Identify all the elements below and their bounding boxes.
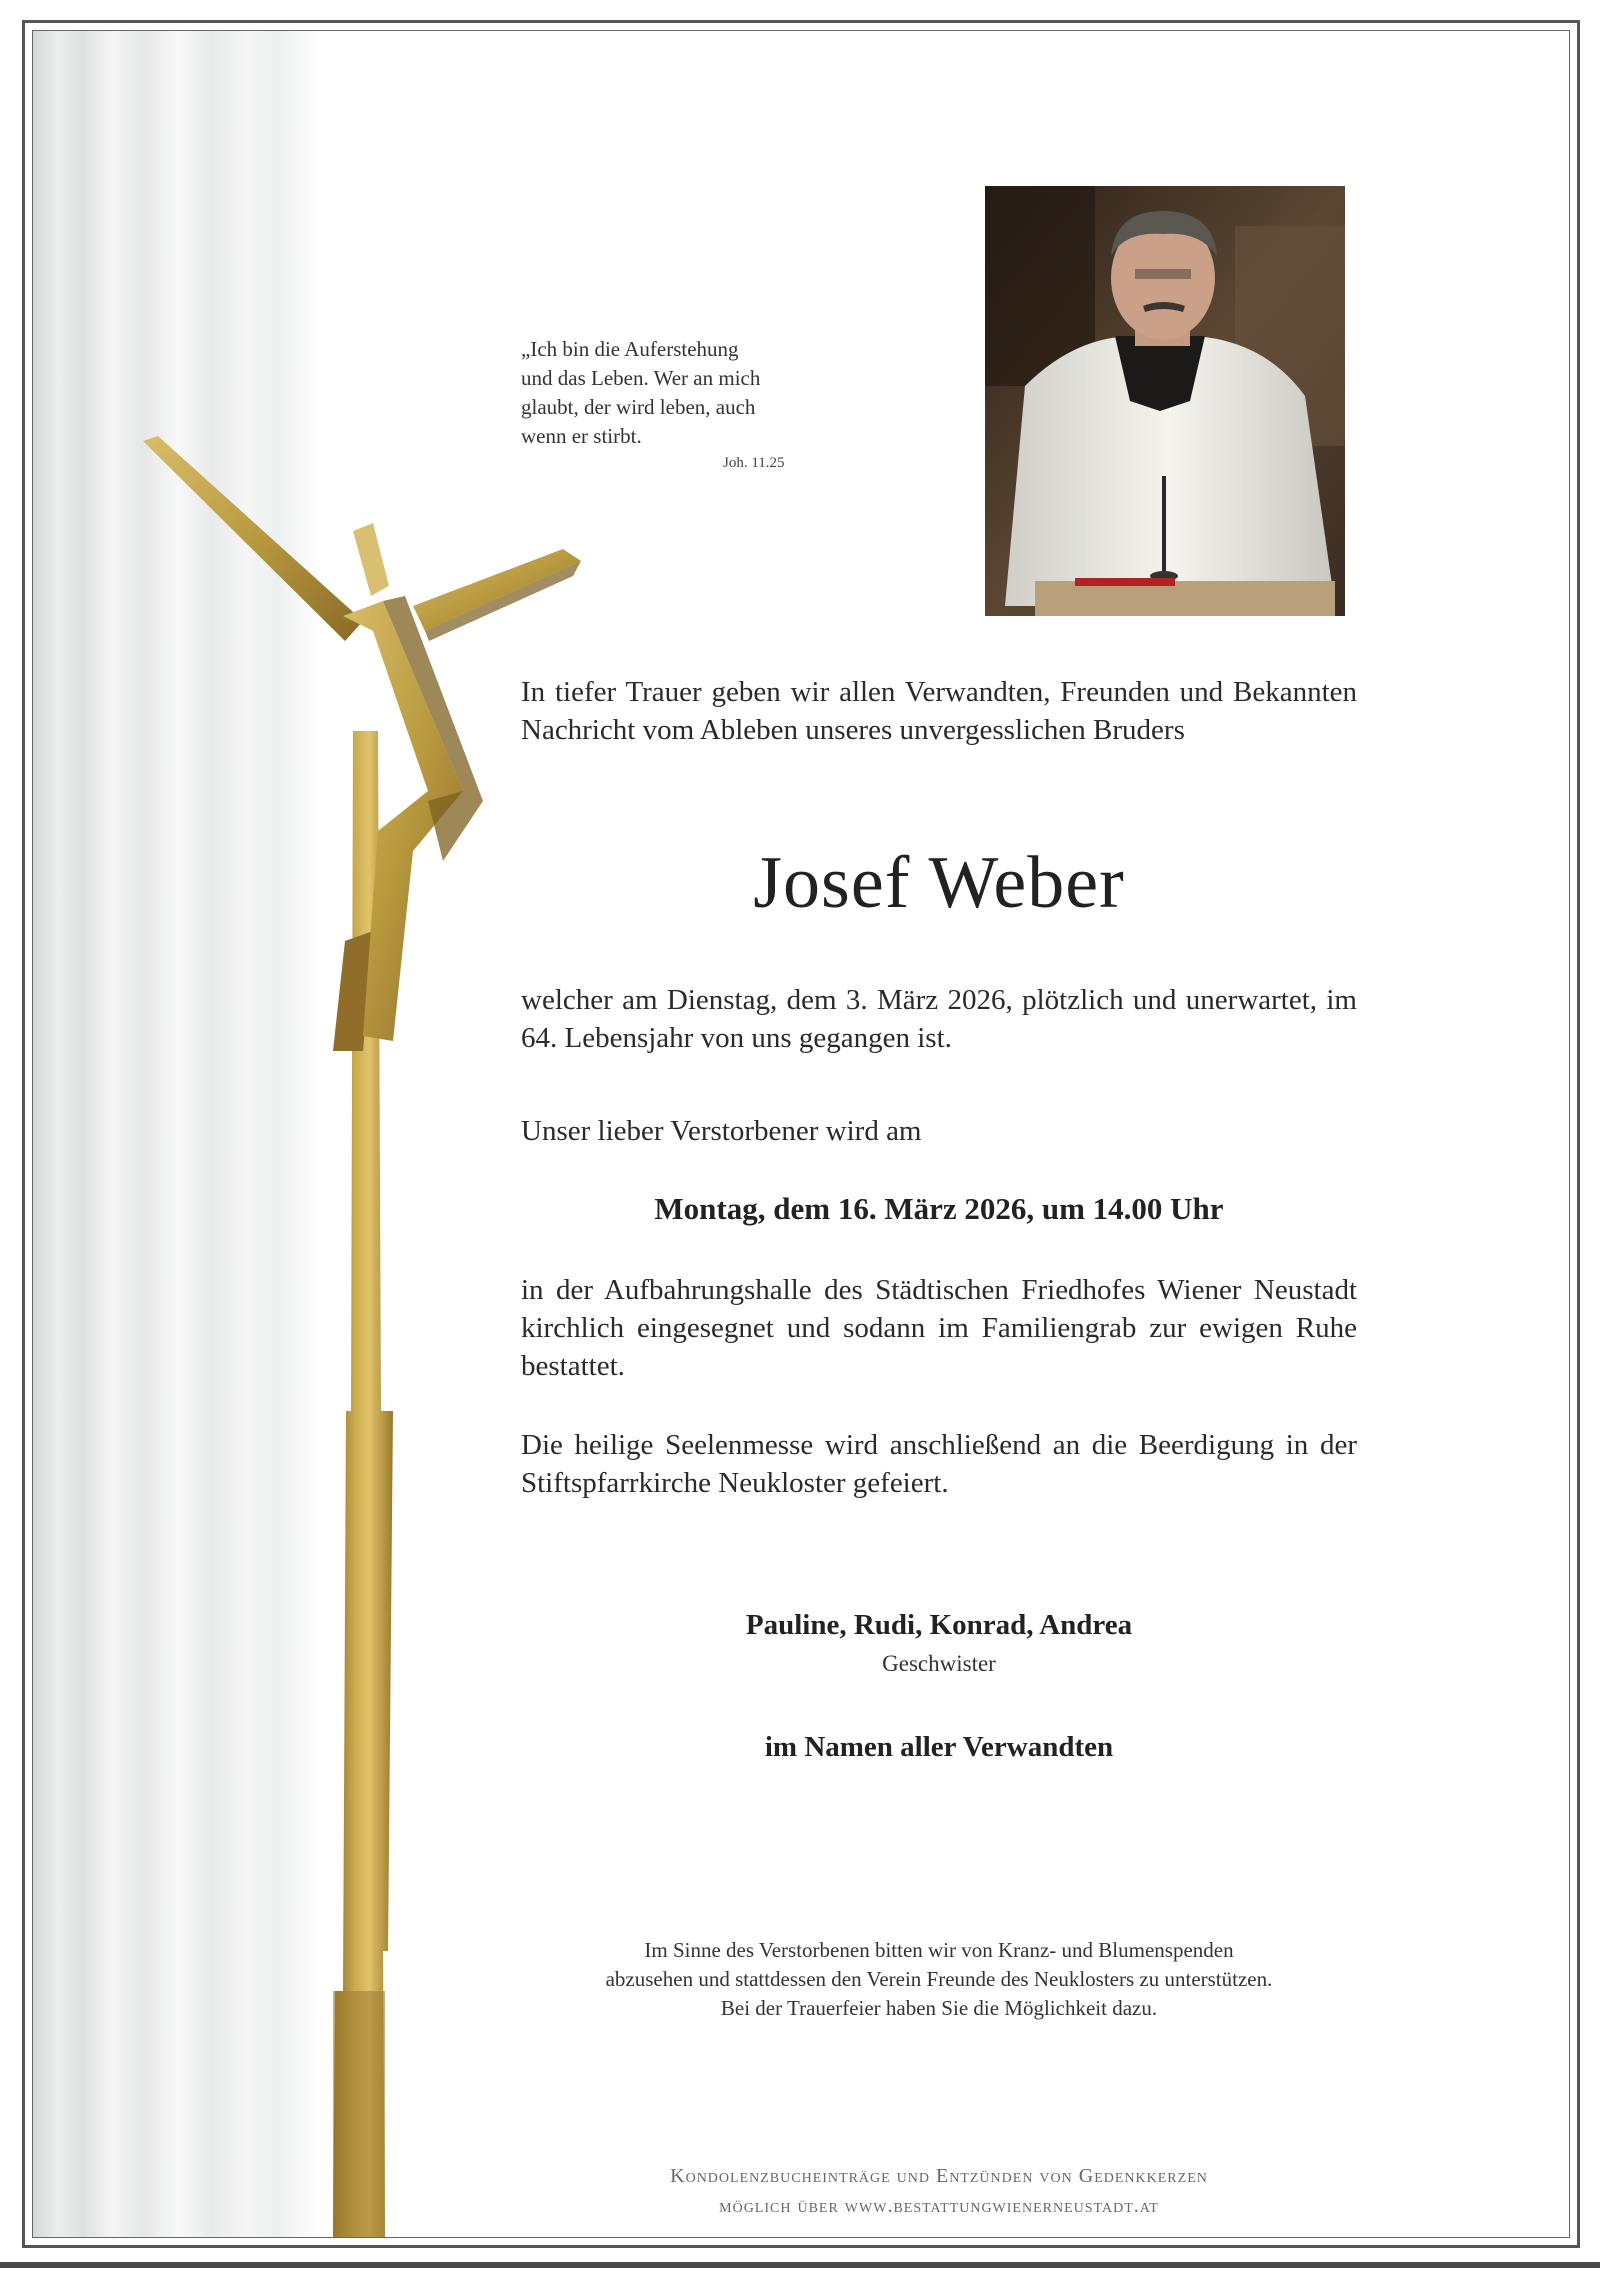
donation-line: abzusehen und stattdessen den Verein Freunde des Neuklosters zu unterstützen. — [605, 1967, 1273, 1991]
mourner-relation: Geschwister — [882, 1651, 996, 1676]
donation-note — [521, 1936, 1357, 2023]
portrait-photo-illustration — [985, 186, 1345, 616]
mourner-names: Pauline, Rudi, Konrad, Andrea — [745, 1609, 1133, 1641]
quote-reference: Joh. 11.25 — [723, 455, 785, 471]
condolence-notice — [521, 2161, 1357, 2221]
funeral-place: in der Aufbahrungshalle des Städtischen Friedhofes Wiener Neustadt kirchlich eingesegnet und sodann im Familiengrab zur ewigen Ruhe bestattet. — [521, 1274, 1357, 1382]
donation-line: Bei der Trauerfeier haben Sie die Möglichkeit dazu. — [720, 1996, 1158, 2020]
quote-line: und das Leben. Wer an mich — [521, 366, 761, 390]
deceased-name: Josef Weber — [753, 842, 1125, 924]
condolence-website-line: möglich über www.bestattungwienerneustadt.at — [719, 2195, 1159, 2217]
death-notice: welcher am Dienstag, dem 3. März 2026, plötzlich und unerwartet, im 64. Lebensjahr von uns gegangen ist. — [521, 984, 1357, 1054]
funeral-date: Montag, dem 16. März 2026, um 14.00 Uhr — [654, 1191, 1224, 1226]
funeral-intro: Unser lieber Verstorbener wird am — [521, 1115, 922, 1147]
quote-line: wenn er stirbt. — [521, 424, 642, 448]
bible-quote — [521, 335, 851, 451]
condolence-line: Kondolenzbucheinträge und Entzünden von Gedenkkerzen — [670, 2165, 1208, 2187]
on-behalf-note: im Namen aller Verwandten — [764, 1731, 1114, 1763]
parte-page — [32, 30, 1570, 2238]
requiem-mass-notice: Die heilige Seelenmesse wird anschließend an die Beerdigung in der Stiftspfarrkirche Neukloster gefeiert. — [521, 1429, 1357, 1499]
bottom-rule — [0, 2262, 1600, 2268]
announcement-text: In tiefer Trauer geben wir allen Verwandten, Freunden und Bekannten Nachricht vom Ableben unseres unvergesslichen Bruders — [521, 676, 1357, 746]
quote-line: glaubt, der wird leben, auch — [521, 395, 756, 419]
portrait-photo — [985, 186, 1345, 616]
donation-line: Im Sinne des Verstorbenen bitten wir von Kranz- und Blumenspenden — [644, 1938, 1234, 1962]
quote-line: „Ich bin die Auferstehung — [521, 337, 739, 361]
